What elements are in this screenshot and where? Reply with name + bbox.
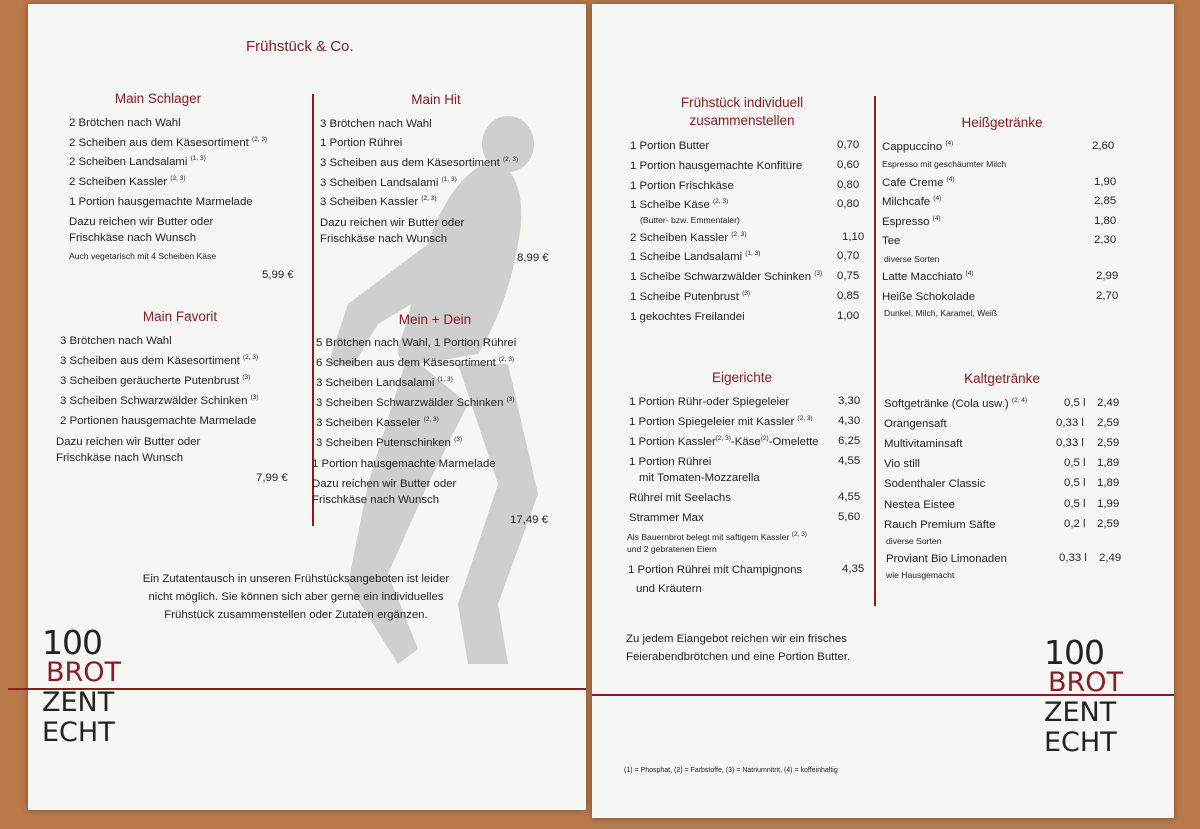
item-price: 2,59 xyxy=(1097,417,1120,429)
extra-text: Dazu reichen wir Butter oder xyxy=(56,436,201,448)
main-favorit-title: Main Favorit xyxy=(142,309,218,324)
extra-text: Dazu reichen wir Butter oder xyxy=(320,217,465,229)
list-item: 2 Brötchen nach Wahl xyxy=(69,117,181,129)
item-price: 1,80 xyxy=(1094,215,1117,227)
list-item: 3 Scheiben aus dem Käsesortiment $^{(2, 3)}$ xyxy=(60,354,259,367)
brand-logo: 100 BROT ZENT ECHT xyxy=(42,623,122,748)
item-subtext: diverse Sorten xyxy=(886,536,942,546)
item-price: 2,60 xyxy=(1092,140,1115,152)
list-item: 2 Scheiben aus dem Käsesortiment $^{(2, 3)}$ xyxy=(69,136,268,149)
list-item: 1 Portion hausgemachte Konfitüre xyxy=(630,160,803,172)
item-volume: 0,5 l xyxy=(1064,457,1086,469)
list-item: 3 Scheiben Schwarzwälder Schinken $^{(3)}$ xyxy=(316,396,515,409)
item-price: 0,85 xyxy=(837,290,860,302)
main-schlager-price: 5,99 € xyxy=(262,269,294,281)
item-price: 1,00 xyxy=(837,310,860,322)
list-item: 1 Scheibe Käse $^{(2, 3)}$ xyxy=(630,198,729,211)
item-subtext: Dunkel, Milch, Karamel, Weiß xyxy=(884,308,998,318)
list-item: 1 Portion Kassler$^{(2, 3)}$-Käse$^{(2)}$-Omelette xyxy=(629,435,819,448)
list-item: 1 Portion Rührei mit Champignons xyxy=(628,564,803,576)
heiss-title: Heißgetränke xyxy=(961,115,1043,130)
item-price: 2,49 xyxy=(1097,397,1120,409)
list-item: 5 Brötchen nach Wahl, 1 Portion Rührei xyxy=(316,337,517,349)
list-item: 3 Scheiben Landsalami $^{(1, 3)}$ xyxy=(316,376,453,389)
menu-right-page xyxy=(592,4,1174,818)
item-price: 1,99 xyxy=(1097,498,1120,510)
individuell-title: Frühstück individuell zusammenstellen xyxy=(680,95,804,128)
item-volume: 0,5 l xyxy=(1064,397,1086,409)
list-item: 1 Portion Butter xyxy=(630,140,710,152)
list-item: 3 Scheiben Schwarzwälder Schinken $^{(3)}$ xyxy=(60,394,259,407)
main-hit-price: 8,99 € xyxy=(517,252,549,264)
extra-text: Frischkäse nach Wunsch xyxy=(312,494,440,506)
list-item: Espresso $^{(4)}$ xyxy=(882,215,941,228)
mein-dein-title: Mein + Dein xyxy=(398,312,472,327)
list-item: 1 Portion Rührei xyxy=(320,137,403,149)
item-subtext: und 2 gebratenen Eiern xyxy=(627,544,717,554)
item-price: 4,55 xyxy=(838,455,861,467)
item-price: 0,60 xyxy=(837,159,860,171)
list-item: Vio still xyxy=(884,458,920,470)
item-subtext: wie Hausgemacht xyxy=(886,570,955,580)
item-price: 2,49 xyxy=(1099,552,1122,564)
list-item: Proviant Bio Limonaden xyxy=(886,553,1007,565)
item-price: 4,35 xyxy=(842,563,865,575)
list-item: 3 Brötchen nach Wahl xyxy=(60,335,172,347)
list-item: Rauch Premium Säfte xyxy=(884,519,996,531)
list-item: Tee xyxy=(882,235,901,247)
substitution-note: Ein Zutatentausch in unseren Frühstücksangeboten ist leider nicht möglich. Sie können sich aber gerne ein individuelles Frühstück zusammenstellen oder Zutaten ergänzen. xyxy=(142,573,450,621)
eigerichte-title: Eigerichte xyxy=(711,370,773,385)
item-price: 1,89 xyxy=(1097,457,1120,469)
main-favorit-price: 7,99 € xyxy=(256,472,288,484)
main-hit-title: Main Hit xyxy=(411,92,461,107)
item-price: 0,80 xyxy=(837,198,860,210)
list-item: 1 Portion Spiegeleier mit Kassler $^{(2, 3)}$ xyxy=(629,415,813,428)
extra-text: Frischkäse nach Wunsch xyxy=(320,233,448,245)
item-volume: 0,33 l xyxy=(1059,552,1087,564)
list-item: 1 Scheibe Putenbrust $^{(3)}$ xyxy=(630,290,751,303)
item-price: 2,85 xyxy=(1094,195,1117,207)
item-subtext: und Kräutern xyxy=(636,583,702,595)
item-price: 4,30 xyxy=(838,415,861,427)
item-price: 2,99 xyxy=(1096,270,1119,282)
list-item: 3 Scheiben aus dem Käsesortiment $^{(2, 3)}$ xyxy=(320,156,519,169)
list-item: 1 Portion hausgemachte Marmelade xyxy=(69,196,253,208)
kalt-title: Kaltgetränke xyxy=(964,371,1040,386)
list-item: 1 gekochtes Freilandei xyxy=(630,311,745,323)
item-price: 2,30 xyxy=(1094,234,1117,246)
list-item: 2 Scheiben Kassler $^{(2, 3)}$ xyxy=(69,175,186,188)
list-item: Milchcafe $^{(4)}$ xyxy=(882,195,942,208)
additives-footnote: (1) = Phosphat, (2) = Farbstoffe, (3) = Natriumnitrit, (4) = koffeinhaltig xyxy=(624,767,838,774)
list-item: Cappuccino $^{(4)}$ xyxy=(882,140,954,153)
item-volume: 0,33 l xyxy=(1056,437,1084,449)
list-item: Softgetränke (Cola usw.) $^{(2, 4)}$ xyxy=(884,397,1028,410)
list-item: Strammer Max xyxy=(629,512,704,524)
list-item: Orangensaft xyxy=(884,418,947,430)
item-subtext: Als Bauernbrot belegt mit saftigem Kassler $^{(2, 3)}$ xyxy=(627,531,807,542)
egg-note: Zu jedem Eiangebot reichen wir ein frisches Feierabendbrötchen und eine Portion Butter. xyxy=(626,633,851,663)
list-item: 3 Scheiben Kasseler $^{(2, 3)}$ xyxy=(316,416,439,429)
list-item: Rührei mit Seelachs xyxy=(629,492,731,504)
item-subtext: (Butter- bzw. Emmentaler) xyxy=(640,215,740,225)
extra-text: Dazu reichen wir Butter oder xyxy=(312,478,457,490)
item-volume: 0,5 l xyxy=(1064,477,1086,489)
item-price: 0,80 xyxy=(837,179,860,191)
list-item: Sodenthaler Classic xyxy=(884,478,986,490)
vegetarian-note: Auch vegetarisch mit 4 Scheiben Käse xyxy=(69,251,217,261)
item-subtext: diverse Sorten xyxy=(884,254,940,264)
item-volume: 0,5 l xyxy=(1064,498,1086,510)
item-subtext: mit Tomaten-Mozzarella xyxy=(639,472,760,484)
column-divider xyxy=(874,96,876,606)
item-subtext: Espresso mit geschäumter Milch xyxy=(882,159,1007,169)
item-price: 1,10 xyxy=(842,231,865,243)
item-volume: 0,33 l xyxy=(1056,417,1084,429)
list-item: 1 Portion hausgemachte Marmelade xyxy=(312,458,496,470)
list-item: 6 Scheiben aus dem Käsesortiment $^{(2, 3)}$ xyxy=(316,356,515,369)
item-price: 0,70 xyxy=(837,250,860,262)
item-price: 6,25 xyxy=(838,435,861,447)
list-item: 3 Brötchen nach Wahl xyxy=(320,118,432,130)
page-title: Frühstück & Co. xyxy=(246,38,354,55)
list-item: 1 Scheibe Landsalami $^{(1, 3)}$ xyxy=(630,250,761,263)
list-item: 3 Scheiben Kassler $^{(2, 3)}$ xyxy=(320,195,437,208)
list-item: 1 Portion Rühr-oder Spiegeleier xyxy=(629,396,790,408)
extra-text: Frischkäse nach Wunsch xyxy=(56,452,184,464)
list-item: 2 Portionen hausgemachte Marmelade xyxy=(60,415,257,427)
list-item: 1 Portion Frischkäse xyxy=(630,180,734,192)
item-price: 4,55 xyxy=(838,491,861,503)
item-price: 2,70 xyxy=(1096,290,1119,302)
menu-left-page xyxy=(28,4,586,810)
list-item: 3 Scheiben Putenschinken $^{(3)}$ xyxy=(316,436,463,449)
list-item: Nestea Eistee xyxy=(884,499,955,511)
extra-text: Dazu reichen wir Butter oder xyxy=(69,216,214,228)
mein-dein-price: 17,49 € xyxy=(510,514,549,526)
list-item: 1 Scheibe Schwarzwälder Schinken $^{(3)}$ xyxy=(630,270,823,283)
item-price: 2,59 xyxy=(1097,437,1120,449)
list-item: Latte Macchiato $^{(4)}$ xyxy=(882,270,974,283)
list-item: Cafe Creme $^{(4)}$ xyxy=(882,176,955,189)
list-item: 2 Scheiben Kassler $^{(2, 3)}$ xyxy=(630,231,747,244)
list-item: Multivitaminsaft xyxy=(884,438,963,450)
item-price: 0,70 xyxy=(837,139,860,151)
item-price: 1,89 xyxy=(1097,477,1120,489)
list-item: 3 Scheiben geräucherte Putenbrust $^{(3)}$ xyxy=(60,374,251,387)
item-price: 2,59 xyxy=(1097,518,1120,530)
item-price: 3,30 xyxy=(838,395,861,407)
list-item: 1 Portion Rührei xyxy=(629,456,712,468)
item-price: 0,75 xyxy=(837,270,860,282)
list-item: Heiße Schokolade xyxy=(882,291,976,303)
item-price: 5,60 xyxy=(838,511,861,523)
main-schlager-title: Main Schlager xyxy=(114,91,202,106)
brand-logo: 100 BROT ZENT ECHT xyxy=(1044,633,1124,758)
extra-text: Frischkäse nach Wunsch xyxy=(69,232,197,244)
list-item: 3 Scheiben Landsalami $^{(1, 3)}$ xyxy=(320,176,457,189)
item-price: 1,90 xyxy=(1094,176,1117,188)
list-item: 2 Scheiben Landsalami $^{(1, 3)}$ xyxy=(69,155,206,168)
item-volume: 0,2 l xyxy=(1064,518,1086,530)
